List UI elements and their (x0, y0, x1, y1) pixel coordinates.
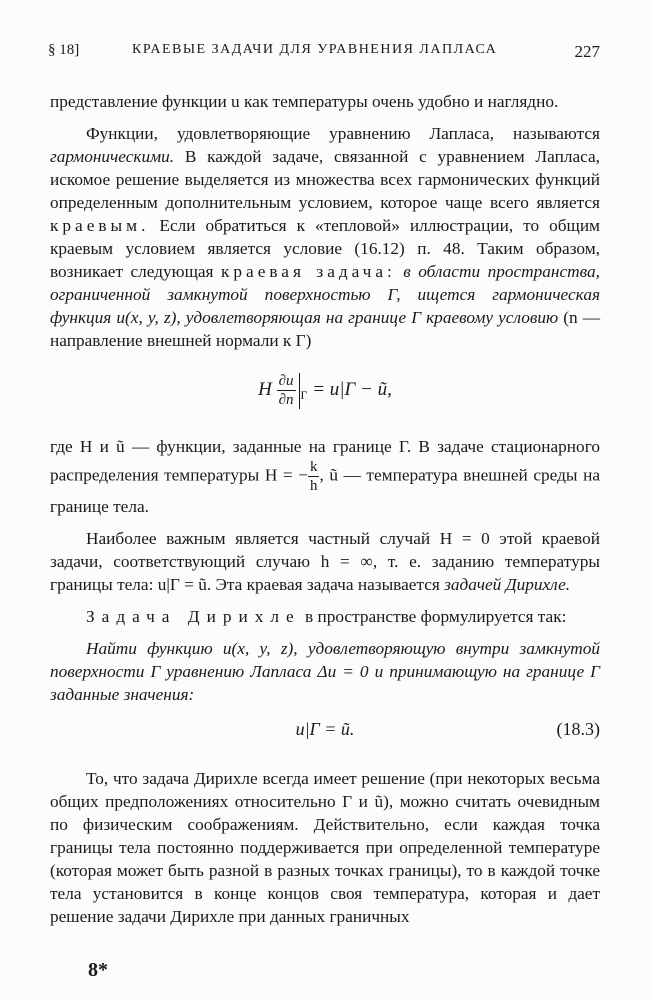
fraction-denominator: h (309, 478, 318, 494)
text-run: Наиболее важным является частный случай H = 0 этой краевой задачи, соответствующий случаю h = ∞, т. е. заданию температуры границы тела: u|Г = ũ. Эта краевая задача называется (50, 529, 600, 594)
formula-subscript: Г (300, 387, 308, 402)
term-harmonic: гармоническими. (50, 147, 175, 166)
term-boundary-problem: краевая задача: (220, 262, 396, 281)
paragraph-dirichlet-formulation (50, 605, 600, 628)
formula-H: H (258, 378, 272, 400)
fraction-numerator: ∂u (278, 373, 294, 389)
text-run: Если обратиться к «тепловой» иллюстрации, то общим краевым условием является условие (16.12) п. 48. Таким образом, возникает следующая (50, 216, 600, 281)
boundary-condition-formula (50, 372, 600, 409)
text-run: (n — направление внешней нормали к Г) (50, 308, 600, 350)
paragraph-continuation: представление функции u как температуры очень удобно и наглядно. (50, 92, 559, 111)
problem-statement: в области пространства, ограниченной замкнутой поверхностью Г, ищется гармоническая функция u(x, y, z), удовлетворяющая на границе Г краевому условию (50, 262, 600, 327)
k-over-h-fraction (308, 458, 320, 495)
evaluation-bar (299, 373, 300, 409)
derivative-fraction (277, 372, 296, 409)
paragraph-where (50, 435, 600, 518)
equation-18-3 (50, 718, 600, 741)
term-dirichlet-spaced: Задача Дирихле (86, 607, 301, 626)
signature-mark: 8* (88, 959, 108, 981)
term-dirichlet-problem: задачей Дирихле. (444, 575, 571, 594)
paragraph-dirichlet-case (50, 527, 600, 596)
formula-rhs: = u|Г − ũ, (312, 378, 392, 400)
text-run: Функции, удовлетворяющие уравнению Лапласа, называются (86, 124, 600, 143)
page-body (50, 90, 600, 928)
text-run: где H и ũ — функции, заданные на границе Г. В задаче стационарного распределения температуры H = − (50, 437, 600, 485)
equation-number: (18.3) (556, 719, 600, 739)
fraction-numerator: k (309, 459, 318, 475)
paragraph-harmonic-functions (50, 122, 600, 352)
text-run: В каждой задаче, связанной с уравнением Лапласа, искомое решение выделяется из множества всех гармонических функций определенным дополнительным условием, которое чаще всего является (50, 147, 600, 212)
section-ref: § 18] (48, 42, 80, 58)
running-header (48, 42, 600, 68)
paragraph-existence: То, что задача Дирихле всегда имеет решение (при некоторых весьма общих предположениях относительно Г и ũ), можно считать очевидным по физическим соображениям. Действительно, если каждая точка границы тела постоянно поддерживается при определенной температуре (которая может быть разной в разных точках границы), то в каждой точке тела установится в конце концов своя температура, которая и дает решение задачи Дирихле при данных граничных (50, 769, 600, 926)
paragraph-dirichlet-statement (50, 637, 600, 706)
term-boundary: краевым. (50, 216, 150, 235)
text-run: в пространстве формулируется так: (300, 607, 567, 626)
running-title: КРАЕВЫЕ ЗАДАЧИ ДЛЯ УРАВНЕНИЯ ЛАПЛАСА (132, 42, 498, 57)
fraction-denominator: ∂n (278, 392, 294, 408)
dirichlet-statement: Найти функцию u(x, y, z), удовлетворяющую внутри замкнутой поверхности Г уравнению Лапласа Δu = 0 и принимающую на границе Г заданные значения: (50, 639, 600, 704)
page-number: 227 (574, 42, 600, 61)
equation-expression: u|Г = ũ. (295, 719, 355, 739)
text-run: , ũ — температура внешней среды на границе тела. (50, 465, 600, 516)
